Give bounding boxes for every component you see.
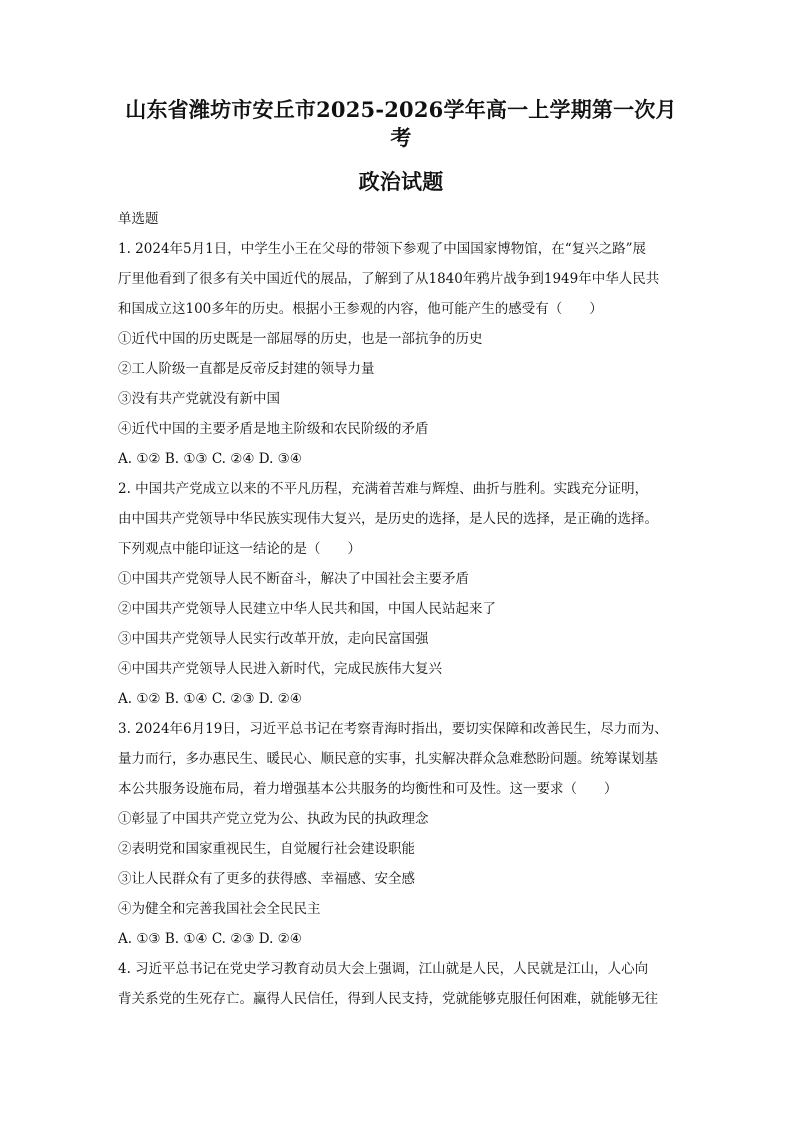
statement-item: ③没有共产党就没有新中国	[118, 391, 280, 407]
answer-choices: A. ①② B. ①④ C. ②③ D. ②④	[118, 691, 302, 707]
question-stem-line: 本公共服务设施布局，着力增强基本公共服务的均衡性和可及性。这一要求（ ）	[118, 781, 618, 797]
question-stem-line: 下列观点中能印证这一结论的是（ ）	[118, 541, 361, 557]
exam-title: 山东省潍坊市安丘市2025-2026学年高一上学期第一次月考	[125, 97, 677, 150]
question-stem-line: 由中国共产党领导中华民族实现伟大复兴，是历史的选择，是人民的选择，是正确的选择。	[118, 511, 658, 527]
question-stem-line: 和国成立这100多年的历史。根据小王参观的内容，他可能产生的感受有（ ）	[118, 301, 603, 317]
question-stem-line: 4. 习近平总书记在党史学习教育动员大会上强调，江山就是人民，人民就是江山，人心向	[118, 961, 649, 977]
question-stem-line: 1. 2024年5月1日，中学生小王在父母的带领下参观了中国国家博物馆，在“复兴之路”展	[118, 241, 647, 257]
question-block	[118, 480, 684, 708]
statement-item: ①中国共产党领导人民不断奋斗，解决了中国社会主要矛盾	[118, 571, 469, 587]
answer-choices: A. ①② B. ①③ C. ②④ D. ③④	[118, 451, 302, 467]
question-stem-line: 3. 2024年6月19日，习近平总书记在考察青海时指出，要切实保障和改善民生，尽力而为、	[118, 721, 668, 737]
statement-item: ①彰显了中国共产党立党为公、执政为民的执政理念	[118, 811, 429, 827]
exam-subtitle: 政治试题	[358, 169, 444, 194]
statement-item: ④中国共产党领导人民进入新时代，完成民族伟大复兴	[118, 661, 442, 677]
statement-item: ②表明党和国家重视民生，自觉履行社会建设职能	[118, 841, 415, 857]
question-stem-line: 厅里他看到了很多有关中国近代的展品，了解到了从1840年鸦片战争到1949年中华人民共	[118, 271, 660, 287]
statement-item: ④近代中国的主要矛盾是地主阶级和农民阶级的矛盾	[118, 421, 429, 437]
question-block	[118, 960, 684, 1008]
question-stem-line: 量力而行，多办惠民生、暖民心、顺民意的实事，扎实解决群众急难愁盼问题。统筹谋划基	[118, 751, 658, 767]
statement-item: ②中国共产党领导人民建立中华人民共和国，中国人民站起来了	[118, 601, 496, 617]
question-stem-line: 背关系党的生死存亡。赢得人民信任，得到人民支持，党就能够克服任何困难，就能够无往	[118, 991, 658, 1007]
question-block	[118, 720, 684, 948]
statement-item: ②工人阶级一直都是反帝反封建的领导力量	[118, 361, 375, 377]
statement-item: ④为健全和完善我国社会全民民主	[118, 901, 321, 917]
question-stem-line: 2. 中国共产党成立以来的不平凡历程，充满着苦难与辉煌、曲折与胜利。实践充分证明，	[118, 481, 649, 497]
section-label: 单选题	[118, 211, 159, 227]
statement-item: ③让人民群众有了更多的获得感、幸福感、安全感	[118, 871, 415, 887]
statement-item: ①近代中国的历史既是一部屈辱的历史，也是一部抗争的历史	[118, 331, 483, 347]
statement-item: ③中国共产党领导人民实行改革开放，走向民富国强	[118, 631, 429, 647]
answer-choices: A. ①③ B. ①④ C. ②③ D. ②④	[118, 931, 302, 947]
question-list	[118, 240, 684, 1008]
question-block	[118, 240, 684, 468]
